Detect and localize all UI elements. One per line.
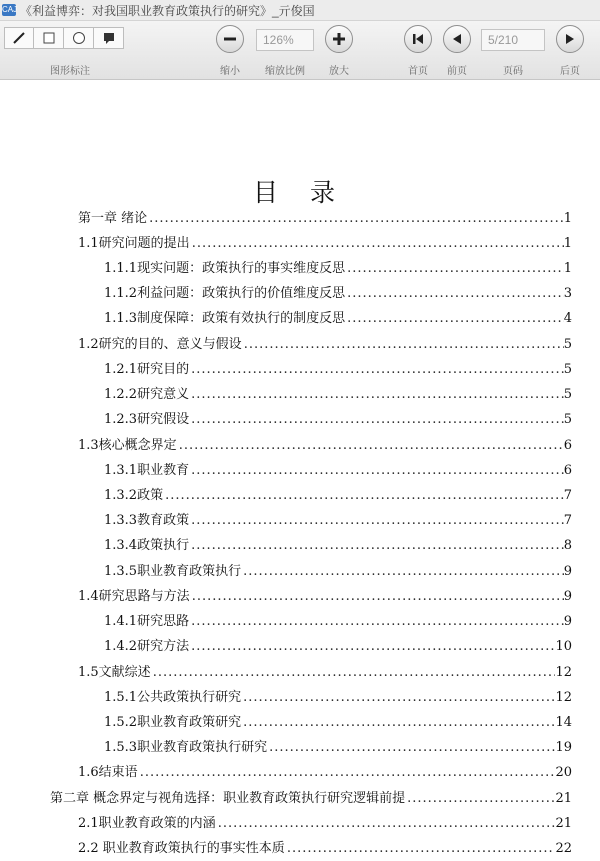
toc-entry-text: 1.2.3研究假设 xyxy=(104,412,190,427)
toc-leader xyxy=(345,310,564,328)
toc-entry[interactable] xyxy=(78,815,572,833)
rectangle-tool-button[interactable] xyxy=(34,27,64,49)
toc-entry[interactable] xyxy=(104,613,572,631)
zoom-in-label: 放大 xyxy=(329,66,349,77)
toc-leader xyxy=(163,487,564,505)
zoom-input[interactable]: 126% xyxy=(256,29,314,51)
toc-entry-text: 1.3.5职业教育政策执行 xyxy=(104,564,242,579)
toc-entry[interactable] xyxy=(78,336,572,354)
toc-title: 目 录 xyxy=(253,178,347,207)
toc-entry-text: 1.3核心概念界定 xyxy=(78,438,177,453)
toc-entry[interactable] xyxy=(104,310,572,328)
toc-entry[interactable] xyxy=(104,462,572,480)
toc-entry-text: 1.1.1现实问题：政策执行的事实维度反思 xyxy=(104,261,346,276)
toc-entry-text: 1.6结束语 xyxy=(78,765,138,780)
circle-icon xyxy=(72,31,86,45)
toc-leader xyxy=(285,840,556,858)
toc-entry-page: 9 xyxy=(563,564,572,579)
toc-entry-page: 12 xyxy=(555,665,572,680)
toc-leader xyxy=(267,739,555,757)
toc-entry-text: 2.1职业教育政策的内涵 xyxy=(78,816,216,831)
first-page-label: 首页 xyxy=(408,66,428,77)
document-page xyxy=(0,80,600,861)
toc-entry[interactable] xyxy=(104,714,572,732)
toc-leader xyxy=(189,462,564,480)
toc-entry-page: 3 xyxy=(563,286,572,301)
page-input[interactable]: 5/210 xyxy=(481,29,545,51)
toc-entry[interactable] xyxy=(104,285,572,303)
toc-entry-page: 21 xyxy=(555,816,572,831)
prev-page-button[interactable] xyxy=(443,25,471,53)
toc-leader xyxy=(138,764,556,782)
toc-entry-page: 12 xyxy=(555,690,572,705)
toc-entry-page: 5 xyxy=(563,362,572,377)
toc-entry[interactable] xyxy=(104,260,572,278)
toc-entry[interactable] xyxy=(104,689,572,707)
toc-entry-text: 1.3.3教育政策 xyxy=(104,513,190,528)
toc-entry-page: 1 xyxy=(563,261,572,276)
pen-tool-button[interactable] xyxy=(4,27,34,49)
toc-entry-text: 1.1研究问题的提出 xyxy=(78,236,190,251)
toc-entry-page: 14 xyxy=(555,715,572,730)
toc-entry[interactable] xyxy=(78,588,572,606)
toc-leader xyxy=(216,815,556,833)
toc-entry-page: 6 xyxy=(563,463,572,478)
zoom-ratio-label: 缩放比例 xyxy=(265,66,305,77)
square-icon xyxy=(42,31,56,45)
window-title: 《利益博弈：对我国职业教育政策执行的研究》_亓俊国 xyxy=(20,3,315,18)
toc-leader xyxy=(189,613,564,631)
toc-entry-page: 9 xyxy=(563,614,572,629)
pen-icon xyxy=(12,31,26,45)
toc-entry-page: 1 xyxy=(563,211,572,226)
prev-page-label: 前页 xyxy=(447,66,467,77)
page-label: 页码 xyxy=(503,66,523,77)
toc-entry-text: 1.5文献综述 xyxy=(78,665,151,680)
toc-entry[interactable] xyxy=(104,563,572,581)
toc-entry-text: 1.2研究的目的、意义与假设 xyxy=(78,337,242,352)
toc-entry[interactable] xyxy=(104,487,572,505)
toc-leader xyxy=(405,790,555,808)
app-icon: CAJ xyxy=(2,5,18,14)
toc-entry-text: 1.4.2研究方法 xyxy=(104,639,190,654)
toc-leader xyxy=(147,210,564,228)
toc-entry[interactable] xyxy=(104,739,572,757)
toc-entry-text: 1.1.2利益问题：政策执行的价值维度反思 xyxy=(104,286,346,301)
toc-entry-page: 21 xyxy=(555,791,572,806)
toc-entry-page: 5 xyxy=(563,387,572,402)
note-tool-button[interactable] xyxy=(94,27,124,49)
toc-entry-page: 6 xyxy=(563,438,572,453)
toc-entry-text: 1.5.3职业教育政策执行研究 xyxy=(104,740,268,755)
zoom-in-button[interactable] xyxy=(325,25,353,53)
next-page-icon xyxy=(562,31,578,47)
toc-entry-text: 1.5.1公共政策执行研究 xyxy=(104,690,242,705)
next-page-label: 后页 xyxy=(560,66,580,77)
first-page-button[interactable] xyxy=(404,25,432,53)
toc-entry-page: 19 xyxy=(555,740,572,755)
toc-leader xyxy=(189,411,564,429)
toc-leader xyxy=(189,386,564,404)
toc-entry-text: 1.5.2职业教育政策研究 xyxy=(104,715,242,730)
toc-entry-text: 1.1.3制度保障：政策有效执行的制度反思 xyxy=(104,311,346,326)
toc-entry[interactable] xyxy=(78,437,572,455)
toc-entry-page: 1 xyxy=(563,236,572,251)
toc-entry-text: 第一章 绪论 xyxy=(78,211,148,226)
toc-entry[interactable] xyxy=(78,235,572,253)
toc-entry-page: 5 xyxy=(563,337,572,352)
plus-icon xyxy=(331,31,347,47)
next-page-button[interactable] xyxy=(556,25,584,53)
toc-entry-text: 1.2.2研究意义 xyxy=(104,387,190,402)
toc-entry[interactable] xyxy=(104,537,572,555)
toc-entry-page: 20 xyxy=(555,765,572,780)
toc-entry[interactable] xyxy=(104,361,572,379)
toc-entry[interactable] xyxy=(104,638,572,656)
first-page-icon xyxy=(410,31,426,47)
toc-leader xyxy=(189,638,555,656)
prev-page-icon xyxy=(449,31,465,47)
toc-entry[interactable] xyxy=(78,210,572,228)
toc-leader xyxy=(151,664,556,682)
toc-entry-text: 第二章 概念界定与视角选择：职业教育政策执行研究逻辑前提 xyxy=(50,791,406,806)
toc-entry[interactable] xyxy=(78,664,572,682)
toc-leader xyxy=(241,563,564,581)
toc-leader xyxy=(177,437,564,455)
toc-entry-text: 1.3.2政策 xyxy=(104,488,164,503)
toolbar xyxy=(0,21,600,80)
toc-entry[interactable] xyxy=(50,790,572,808)
toc-entry-text: 2.2 职业教育政策执行的事实性本质 xyxy=(78,841,285,856)
toc-leader xyxy=(345,260,564,278)
toc-entry-text: 1.4.1研究思路 xyxy=(104,614,190,629)
minus-icon xyxy=(222,31,238,47)
toc-leader xyxy=(241,689,555,707)
toc-entry-text: 1.3.1职业教育 xyxy=(104,463,190,478)
toc-leader xyxy=(190,588,564,606)
toc-entry[interactable] xyxy=(78,840,572,858)
toc-leader xyxy=(189,512,564,530)
toc-entry-text: 1.3.4政策执行 xyxy=(104,538,190,553)
toc-entry-page: 8 xyxy=(563,538,572,553)
toc-entry-page: 7 xyxy=(563,513,572,528)
window-titlebar xyxy=(0,0,600,21)
ellipse-tool-button[interactable] xyxy=(64,27,94,49)
annotation-label: 图形标注 xyxy=(50,66,90,77)
toc-entry-text: 1.2.1研究目的 xyxy=(104,362,190,377)
zoom-out-button[interactable] xyxy=(216,25,244,53)
toc-leader xyxy=(241,714,555,732)
toc-leader xyxy=(190,235,564,253)
note-icon xyxy=(102,31,116,45)
toc-entry[interactable] xyxy=(78,764,572,782)
annotation-tools xyxy=(4,27,124,49)
toc-entry-text: 1.4研究思路与方法 xyxy=(78,589,190,604)
toc-leader xyxy=(189,361,564,379)
toc-entry[interactable] xyxy=(104,512,572,530)
zoom-out-label: 缩小 xyxy=(220,66,240,77)
toc-leader xyxy=(345,285,564,303)
toc-entry[interactable] xyxy=(104,386,572,404)
toc-leader xyxy=(242,336,564,354)
toc-leader xyxy=(189,537,564,555)
toc-entry-page: 22 xyxy=(555,841,572,856)
toc-entry-page: 10 xyxy=(555,639,572,654)
toc-entry-page: 5 xyxy=(563,412,572,427)
toc-entry-page: 9 xyxy=(563,589,572,604)
toc-entry[interactable] xyxy=(104,411,572,429)
toc-entry-page: 4 xyxy=(563,311,572,326)
toc-entry-page: 7 xyxy=(563,488,572,503)
